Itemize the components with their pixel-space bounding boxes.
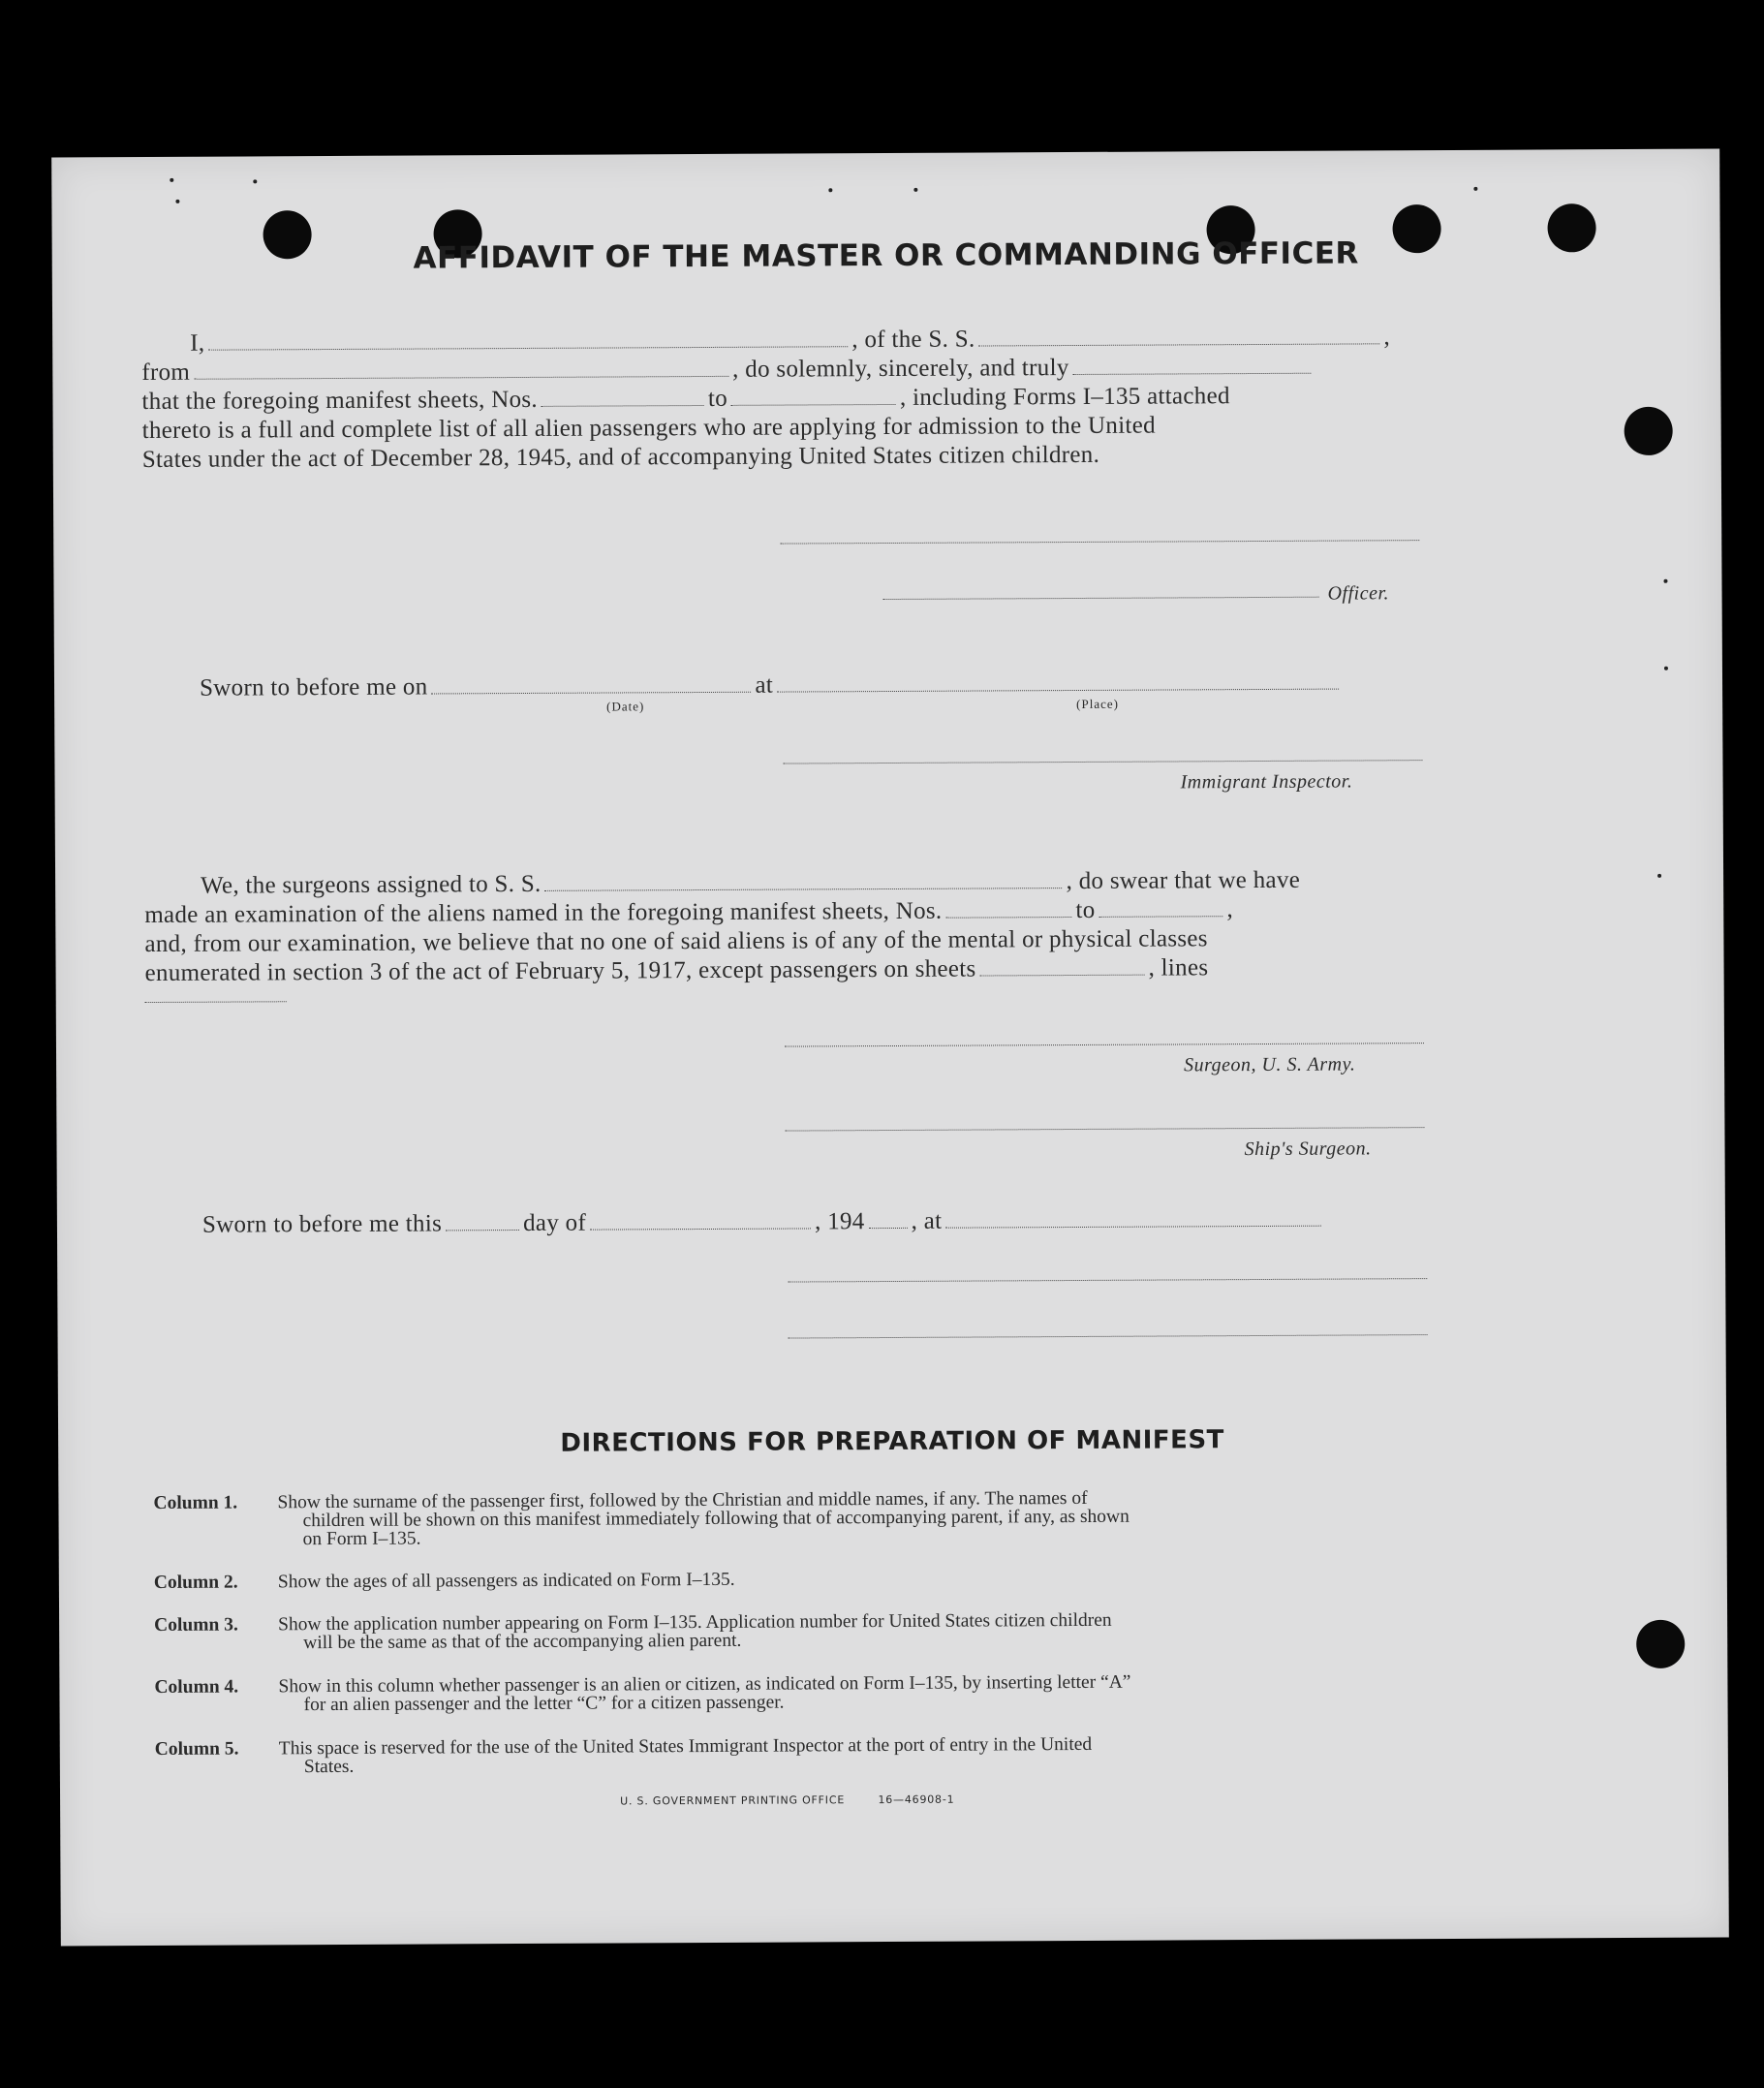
surgeons-line-4 [145,953,1209,988]
column-label: Column 3. [154,1614,238,1636]
speck [828,188,832,192]
text: , lines [1148,954,1209,982]
speck [1663,579,1667,583]
text: made an examination of the aliens named in the foregoing manifest sheets, Nos. [144,897,943,929]
army-surgeon-signature-line[interactable] [785,1043,1424,1046]
direction-text [278,1671,1440,1714]
sheet-to-field[interactable] [731,385,896,406]
text: enumerated in section 3 of the act of February 5, 1917, except passengers on sheets [144,955,976,987]
text: Sworn to before me on [199,673,428,701]
text: , [1226,896,1234,923]
exam-sheet-to-field[interactable] [1099,896,1222,918]
text: on Form I–135. [302,1528,421,1550]
place-label: (Place) [1076,696,1119,711]
sworn-at-field[interactable] [945,1206,1321,1229]
text: , including Forms I–135 attached [899,383,1230,411]
speck [1473,187,1477,191]
affidavit-line-4: thereto is a full and complete list of all alien passengers who are applying for admission to the United [141,412,1156,445]
text: to [707,385,728,412]
ship-surgeon-signature-line[interactable] [785,1127,1424,1131]
text: , of the S. S. [851,326,975,354]
punch-hole-icon [1625,407,1673,455]
text: States. [303,1756,355,1778]
army-surgeon-caption: Surgeon, U. S. Army. [1184,1053,1356,1076]
text: , [1383,324,1391,351]
text: at [755,671,774,699]
column-label: Column 4. [154,1676,239,1698]
text: , 194 [814,1208,865,1235]
direction-text [279,1733,1441,1776]
text: , do swear that we have [1066,866,1301,895]
declaration-field[interactable] [1073,354,1312,375]
form-sheet [51,149,1729,1947]
directions-title: DIRECTIONS FOR PREPARATION OF MANIFEST [560,1425,1224,1458]
text: Show in this column whether passenger is an alien or citizen, as indicated on Form I–135, by inserting letter “A” [278,1671,1131,1698]
printer-footer [620,1793,954,1808]
officer-signature-line-2[interactable] [788,1278,1427,1282]
text: Show the surname of the passenger first, followed by the Christian and middle names, if any. The names of [277,1487,1088,1513]
direction-text [278,1609,1440,1652]
text: day of [523,1209,587,1236]
column-label: Column 2. [153,1572,238,1593]
text: I, [190,329,205,357]
exam-sheet-from-field[interactable] [945,897,1071,919]
sworn-line-2 [202,1205,1326,1240]
sheet-from-field[interactable] [542,386,704,407]
speck [170,178,173,182]
inspector-caption: Immigrant Inspector. [1180,770,1353,794]
affidavit-title: AFFIDAVIT OF THE MASTER OR COMMANDING OFFICER [413,235,1359,276]
master-name-field[interactable] [208,327,848,350]
direction-item [154,1671,1510,1716]
master-signature-line[interactable] [780,540,1419,544]
text: We, the surgeons assigned to S. S. [201,870,542,899]
affidavit-line-5: States under the act of December 28, 1945, and of accompanying United States citizen children. [141,441,1100,474]
text: Sworn to before me this [201,1210,443,1238]
officer-title-line-2[interactable] [789,1334,1428,1338]
officer-caption: Officer. [1327,582,1390,605]
text: children will be shown on this manifest immediately following that of accompanying parent, if any, as shown [302,1506,1130,1532]
exception-lines-field[interactable] [145,1001,287,1003]
text: for an alien passenger and the letter “C” for a citizen passenger. [303,1692,785,1716]
sworn-place-field[interactable] [777,670,1339,693]
ship-surgeon-caption: Ship's Surgeon. [1244,1137,1372,1161]
sworn-day-field[interactable] [446,1210,519,1231]
text: Show the ages of all passengers as indicated on Form I–135. [277,1569,735,1593]
sworn-line-1 [200,669,1343,703]
speck [1657,874,1661,878]
surgeons-line-3: and, from our examination, we believe that no one of said aliens is of any of the mental or physical classes [144,925,1208,958]
direction-item [154,1733,1511,1778]
text: to [1075,896,1096,923]
sworn-date-field[interactable] [431,672,751,695]
text: will be the same as that of the accompanying alien parent. [303,1630,742,1654]
text: that the foregoing manifest sheets, Nos. [141,386,539,416]
officer-signature-line[interactable] [883,597,1319,600]
printer-name: U. S. GOVERNMENT PRINTING OFFICE [620,1793,846,1808]
direction-item [153,1487,1509,1550]
text: Show the application number appearing on Form I–135. Application number for United States citizen children [278,1609,1112,1636]
ship-name-field[interactable] [978,324,1379,346]
speck [253,179,257,183]
surgeon-ship-field[interactable] [545,868,1063,891]
column-label: Column 1. [153,1492,238,1513]
speck [913,188,917,192]
sworn-month-field[interactable] [590,1208,811,1230]
form-code: 16—46908-1 [878,1792,955,1807]
speck [175,200,179,203]
date-label: (Date) [606,699,645,714]
direction-text [277,1487,1439,1548]
direction-item [153,1567,1510,1593]
text: from [141,358,191,387]
direction-text [278,1567,1440,1591]
sworn-year-field[interactable] [868,1208,907,1229]
text: , do solemnly, sincerely, and truly [732,355,1069,383]
exception-sheets-field[interactable] [979,955,1144,977]
speck [1664,667,1668,670]
inspector-signature-line[interactable] [783,760,1422,764]
text: , at [911,1207,943,1234]
text: This space is reserved for the use of the United States Immigrant Inspector at the port of entry in the United [278,1733,1093,1760]
column-label: Column 5. [154,1738,239,1760]
from-port-field[interactable] [194,357,728,380]
direction-item [154,1609,1510,1654]
punch-hole-icon [1636,1620,1685,1668]
